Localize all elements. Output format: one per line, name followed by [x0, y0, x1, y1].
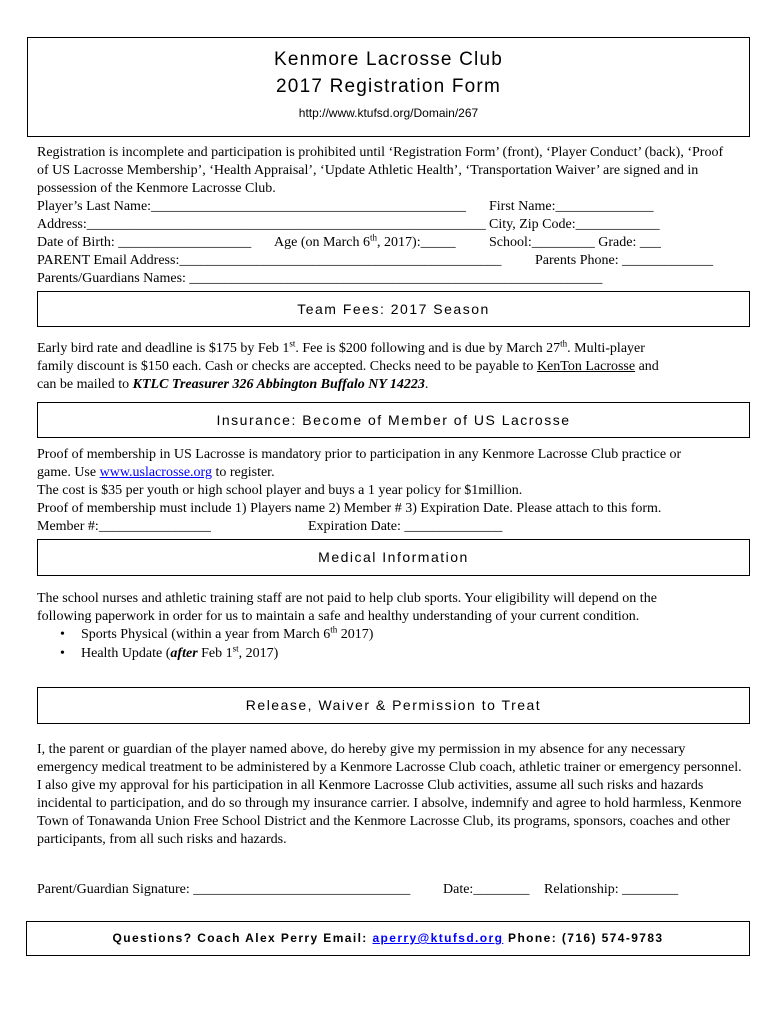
guardians-names-field[interactable]: Parents/Guardians Names: ___________________________________________________________	[37, 271, 603, 286]
address-field[interactable]: Address:_________________________________________________________	[37, 217, 486, 232]
questions-text: Questions? Coach Alex Perry Email:	[112, 931, 373, 945]
medical-text: Feb 1	[197, 646, 233, 661]
medical-box	[37, 539, 750, 576]
player-last-name-field[interactable]: Player’s Last Name:_____________________________________________	[37, 199, 467, 214]
bullet-icon: •	[60, 646, 65, 661]
insurance-heading: Insurance: Become of Member of US Lacrosse	[216, 412, 571, 428]
medical-line-1: The school nurses and athletic training staff are not paid to help club sports. Your eligibility will depend on the	[37, 591, 657, 606]
insurance-line-1: Proof of membership in US Lacrosse is mandatory prior to participation in any Kenmore Lacrosse Club practice or	[37, 447, 682, 462]
release-paragraph: I, the parent or guardian of the player named above, do hereby give my permission in my absence for any necessary emergency medical treatment to be administered by a Kenmore Lacrosse Club coach, athletic trainer or emergency personnel. I also give my approval for his participation in all Kenmore Lacrosse Club activities, assume all such risks and hazards incidental to participation, and do so through my insurance carrier. I absolve, indemnify and agree to hold harmless, Kenmore Town of Tonawanda Union Free School District and the Kenmore Lacrosse Club, its programs, sponsors, coaches and other participants, from all such risks and hazards.	[37, 742, 742, 847]
fees-text: can be mailed to	[37, 377, 133, 392]
relationship-field[interactable]: Relationship: ________	[544, 882, 679, 897]
release-box	[37, 687, 750, 724]
insurance-line-2	[37, 464, 275, 482]
school-grade-field[interactable]: School:_________ Grade: ___	[489, 235, 661, 250]
age-field[interactable]	[274, 234, 456, 252]
coach-email-link[interactable]: aperry@ktufsd.org	[372, 931, 504, 945]
team-fees-box	[37, 291, 750, 327]
fees-text: family discount is $150 each. Cash or checks are accepted. Checks need to be payable to	[37, 359, 537, 374]
city-zip-field[interactable]: City, Zip Code:____________	[489, 217, 660, 232]
age-sup: th	[370, 232, 378, 243]
age-label: Age (on March 6	[274, 235, 371, 250]
signature-field[interactable]: Parent/Guardian Signature: _______________________________	[37, 882, 411, 897]
release-heading: Release, Waiver & Permission to Treat	[245, 697, 542, 713]
payee-name: KenTon Lacrosse	[536, 359, 636, 374]
medical-sup: th	[330, 624, 338, 635]
fees-line-3	[37, 376, 428, 394]
signature-date-field[interactable]: Date:________	[443, 882, 530, 897]
fees-sup: th	[560, 338, 568, 349]
questions-line	[27, 931, 749, 945]
fees-line-2	[37, 358, 659, 376]
insurance-line-4: Proof of membership must include 1) Players name 2) Member # 3) Expiration Date. Please attach to this form.	[37, 501, 662, 516]
footer-box	[26, 921, 750, 956]
medical-text: 2017)	[337, 627, 374, 642]
first-name-field[interactable]: First Name:______________	[489, 199, 654, 214]
fees-text: Early bird rate and deadline is $175 by Feb 1	[37, 341, 290, 356]
coach-phone: Phone: (716) 574-9783	[503, 931, 664, 945]
medical-text: , 2017)	[238, 646, 279, 661]
bullet-icon: •	[60, 627, 65, 642]
insurance-text: game. Use	[37, 465, 100, 480]
member-number-field[interactable]: Member #:________________	[37, 519, 211, 534]
fees-text: and	[635, 359, 659, 374]
form-title: Kenmore Lacrosse Club	[273, 49, 504, 70]
insurance-box	[37, 402, 750, 438]
medical-text: Health Update (	[81, 646, 171, 661]
team-fees-heading: Team Fees: 2017 Season	[297, 301, 490, 317]
insurance-text: to register.	[211, 465, 275, 480]
fees-line-1	[37, 340, 645, 358]
insurance-line-3: The cost is $35 per youth or high school player and buys a 1 year policy for $1million.	[37, 483, 523, 498]
parents-phone-field[interactable]: Parents Phone: _____________	[535, 253, 714, 268]
fees-text: . Multi-player	[567, 341, 645, 356]
intro-paragraph: Registration is incomplete and participation is prohibited until ‘Registration Form’ (front), ‘Player Conduct’ (back), ‘Proof of US Lacrosse Membership’, ‘Health Appraisal’, ‘Update Athletic Health’, ‘Transportation Waiver’ are signed and in possession of the Kenmore Lacrosse Club.	[37, 145, 724, 196]
medical-sup: st	[232, 643, 239, 654]
header-box	[27, 37, 750, 137]
date-of-birth-field[interactable]: Date of Birth: ___________________	[37, 235, 252, 250]
fees-sup: st	[289, 338, 296, 349]
fees-text: .	[424, 377, 429, 392]
expiration-date-field[interactable]: Expiration Date: ______________	[308, 519, 503, 534]
health-update-item	[81, 645, 278, 663]
medical-text: Sports Physical (within a year from March 6	[81, 627, 331, 642]
age-label-end: , 2017):_____	[377, 235, 456, 250]
medical-heading: Medical Information	[318, 549, 469, 565]
treasurer-address: KTLC Treasurer 326 Abbington Buffalo NY 14223	[132, 377, 425, 392]
sports-physical-item	[81, 626, 373, 644]
fees-text: . Fee is $200 following and is due by March 27	[295, 341, 561, 356]
uslacrosse-link[interactable]: www.uslacrosse.org	[99, 465, 212, 480]
parent-email-field[interactable]: PARENT Email Address:______________________________________________	[37, 253, 502, 268]
club-url: http://www.ktufsd.org/Domain/267	[298, 106, 479, 120]
medical-emphasis: after	[170, 646, 198, 661]
form-subtitle: 2017 Registration Form	[276, 76, 501, 97]
medical-line-2: following paperwork in order for us to maintain a safe and healthy understanding of your current condition.	[37, 609, 640, 624]
